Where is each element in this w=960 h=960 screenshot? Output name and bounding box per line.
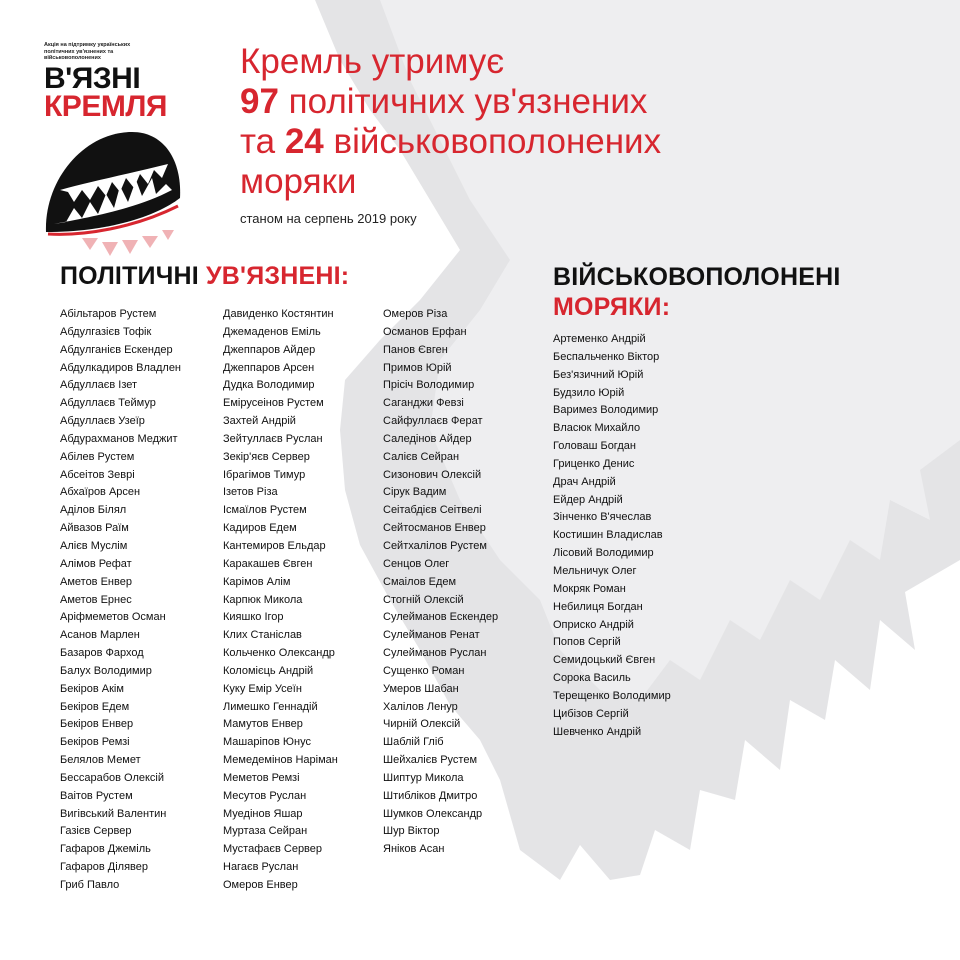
prisoner-name: Коломієць Андрій: [223, 664, 314, 677]
prisoner-name: Шиптур Микола: [383, 771, 464, 784]
prisoner-name: Вигівський Валентин: [60, 807, 167, 820]
prisoner-name: Штибліков Дмитро: [383, 789, 478, 802]
prisoner-name: Ісмаїлов Рустем: [223, 504, 307, 517]
prisoner-name: Мемедемінов Наріман: [223, 754, 338, 767]
prisoner-name: Аметов Енвер: [60, 575, 132, 588]
prisoner-name: Айвазов Раїм: [60, 522, 129, 535]
sailors-heading-black: ВІЙСЬКОВОПОЛОНЕНІ: [553, 263, 841, 291]
prisoner-name: Меметов Ремзі: [223, 771, 300, 784]
prisoner-name: Нагаєв Руслан: [223, 861, 299, 874]
prisoner-name: Османов Ерфан: [383, 325, 467, 338]
prisoner-name: Панов Євген: [383, 343, 448, 356]
prisoner-name: Артеменко Андрій: [553, 333, 646, 345]
prisoner-name: Кадиров Едем: [223, 522, 297, 535]
prisoner-name: Гафаров Ділявер: [60, 861, 148, 874]
prisoner-name: Драч Андрій: [553, 475, 616, 488]
prisoner-name: Шейхалієв Рустем: [383, 754, 478, 767]
prisoner-name: Без'язичний Юрій: [553, 368, 644, 381]
prisoner-name: Власюк Михайло: [553, 422, 641, 435]
prisoner-name: Сущенко Роман: [383, 664, 465, 677]
prisoner-name: Сайфуллаєв Ферат: [383, 415, 483, 428]
prisoner-name: Сулейманов Ренат: [383, 629, 480, 642]
prisoner-name: Газієв Сервер: [60, 825, 132, 838]
prisoner-name: Кольченко Олександр: [223, 647, 335, 660]
political-list-column-3: [383, 306, 498, 859]
prisoner-name: Абдурахманов Меджит: [60, 432, 178, 445]
logo-title-line2: КРЕМЛЯ: [44, 89, 167, 123]
prisoner-name: Карімов Алім: [223, 575, 291, 588]
prisoner-name: Шумков Олександр: [383, 807, 483, 820]
prisoner-name: Зейтуллаєв Руслан: [223, 432, 323, 445]
prisoner-name: Абсеітов Зеврі: [60, 468, 135, 481]
political-heading-red: УВ'ЯЗНЕНІ:: [206, 262, 350, 290]
prisoner-name: Саледінов Айдер: [383, 432, 472, 445]
prisoner-name: Сеітабдієв Сеітвелі: [383, 504, 482, 517]
prisoner-name: Аріфмеметов Осман: [60, 611, 166, 624]
prisoner-name: Асанов Марлен: [60, 629, 140, 642]
prisoner-name: Абдуллаєв Узеїр: [60, 415, 145, 428]
campaign-logo: [44, 42, 194, 121]
prisoner-name: Терещенко Володимир: [553, 689, 671, 702]
prisoner-name: Бекіров Ремзі: [60, 736, 130, 749]
prisoner-name: Бекіров Акім: [60, 682, 124, 695]
headline-line2-text: політичних ув'язнених: [288, 82, 648, 121]
headline-line3: [240, 122, 661, 162]
prisoner-name: Саганджи Февзі: [383, 397, 464, 410]
prisoner-name: Сірук Вадим: [383, 486, 447, 499]
headline-line2: [240, 82, 661, 122]
prisoner-name: Беспальченко Віктор: [553, 350, 660, 363]
prisoner-name: Мустафаєв Сервер: [223, 843, 323, 856]
skullcap-teeth-icon: [44, 120, 184, 270]
headline-line4: моряки: [240, 162, 357, 201]
prisoner-name: Кияшко Ігор: [223, 611, 284, 624]
prisoner-name: Давиденко Костянтин: [223, 308, 334, 320]
prisoner-name: Халілов Ленур: [383, 700, 458, 713]
count-political: 97: [240, 82, 279, 121]
political-prisoners-heading: [60, 261, 349, 291]
prisoner-name: Бессарабов Олексій: [60, 771, 165, 784]
prisoner-name: Сизонович Олексій: [383, 468, 482, 481]
prisoner-name: Ейдер Андрій: [553, 493, 623, 506]
logo-title-line1: В'ЯЗНІ: [44, 61, 141, 95]
prisoner-name: Зекір'яєв Сервер: [223, 450, 310, 463]
prisoner-name: Сорока Василь: [553, 672, 631, 685]
prisoner-name: Алієв Муслім: [60, 539, 128, 552]
prisoner-name: Сулейманов Руслан: [383, 647, 487, 660]
sailors-heading: [553, 262, 840, 322]
prisoner-name: Смаілов Едем: [383, 575, 457, 588]
prisoner-name: Примов Юрій: [383, 361, 452, 374]
sailors-heading-red: МОРЯКИ:: [553, 293, 671, 321]
prisoner-name: Варимез Володимир: [553, 404, 659, 417]
prisoner-name: Мокряк Роман: [553, 582, 626, 595]
prisoner-name: Ваітов Рустем: [60, 789, 133, 802]
headline-line3-prefix: та: [240, 122, 276, 161]
prisoner-name: Костишин Владислав: [553, 529, 663, 542]
prisoner-name: Будзило Юрій: [553, 386, 625, 399]
prisoner-name: Муртаза Сейран: [223, 825, 308, 838]
prisoner-name: Захтей Андрій: [223, 415, 296, 428]
prisoner-name: Сулейманов Ескендер: [383, 611, 499, 624]
prisoner-name: Абхаїров Арсен: [60, 486, 141, 499]
prisoner-name: Аметов Ернес: [60, 593, 132, 606]
prisoner-name: Абдуллаєв Ізет: [60, 379, 138, 392]
prisoner-name: Шур Віктор: [383, 825, 440, 838]
prisoner-name: Машаріпов Юнус: [223, 736, 311, 749]
date-note: станом на серпень 2019 року: [240, 211, 417, 226]
logo-tagline: Акція на підтримку українських політичних ув'язнених та військовополонених: [44, 42, 131, 61]
political-heading-black: ПОЛІТИЧНІ: [60, 262, 199, 290]
prisoner-name: Бекіров Енвер: [60, 718, 134, 731]
prisoner-name: Шевченко Андрій: [553, 725, 642, 738]
prisoner-name: Абдуллаєв Теймур: [60, 397, 156, 410]
prisoner-name: Мельничук Олег: [553, 564, 637, 577]
political-list-column-1: [60, 306, 181, 895]
prisoner-name: Абдулганієв Ескендер: [60, 343, 173, 356]
prisoner-name: Сейтхалілов Рустем: [383, 539, 487, 552]
prisoner-name: Омеров Різа: [383, 308, 448, 320]
prisoner-name: Гриценко Денис: [553, 457, 635, 470]
prisoner-name: Балух Володимир: [60, 664, 152, 677]
headline: [240, 42, 661, 202]
prisoner-name: Ібрагімов Тимур: [223, 468, 306, 481]
prisoner-name: Умеров Шабан: [383, 682, 459, 695]
prisoner-name: Цибізов Сергій: [553, 707, 629, 720]
prisoner-name: Сенцов Олег: [383, 557, 450, 570]
prisoner-name: Гафаров Джеміль: [60, 843, 151, 856]
prisoner-name: Джеппаров Айдер: [223, 343, 316, 356]
prisoner-name: Семидоцький Євген: [553, 654, 656, 667]
prisoner-name: Дудка Володимир: [223, 379, 315, 392]
prisoner-name: Мамутов Енвер: [223, 718, 303, 731]
prisoner-name: Муедінов Яшар: [223, 807, 303, 820]
prisoner-name: Джеппаров Арсен: [223, 361, 315, 374]
prisoner-name: Попов Сергій: [553, 636, 621, 649]
prisoner-name: Небилиця Богдан: [553, 600, 643, 613]
prisoner-name: Кантемиров Ельдар: [223, 539, 326, 552]
prisoner-name: Яніков Асан: [383, 843, 445, 856]
prisoner-name: Омеров Енвер: [223, 879, 298, 891]
prisoner-name: Лісовий Володимир: [553, 547, 654, 560]
prisoner-name: Аділов Білял: [60, 504, 127, 517]
prisoner-name: Сейтосманов Енвер: [383, 522, 486, 535]
prisoner-name: Месутов Руслан: [223, 789, 307, 802]
count-sailors: 24: [284, 122, 324, 161]
prisoner-name: Шаблій Гліб: [383, 736, 444, 749]
prisoner-name: Абілев Рустем: [60, 450, 135, 463]
prisoner-name: Базаров Фарход: [60, 647, 144, 660]
headline-line1: Кремль утримує: [240, 42, 505, 81]
political-list-column-2: [223, 306, 338, 895]
prisoner-name: Салієв Сейран: [383, 450, 460, 463]
prisoner-name: Оприско Андрій: [553, 618, 634, 631]
prisoner-name: Каракашев Євген: [223, 557, 313, 570]
prisoner-name: Абільтаров Рустем: [60, 308, 157, 320]
headline-line3-text: військовополонених: [333, 122, 662, 161]
prisoner-name: Клих Станіслав: [223, 629, 302, 642]
prisoner-name: Лимешко Геннадій: [223, 700, 318, 713]
prisoner-name: Гриб Павло: [60, 879, 120, 891]
prisoner-name: Белялов Мемет: [60, 754, 141, 767]
prisoner-name: Чирній Олексій: [383, 718, 461, 731]
prisoner-name: Прісіч Володимир: [383, 379, 475, 392]
prisoner-name: Абдулгазієв Тофік: [60, 325, 152, 338]
prisoner-name: Абдулкадиров Владлен: [60, 361, 182, 374]
prisoner-name: Джемаденов Еміль: [223, 325, 321, 338]
prisoner-name: Зінченко В'ячеслав: [553, 511, 652, 524]
prisoner-name: Алімов Рефат: [60, 557, 132, 570]
prisoner-name: Емірусеінов Рустем: [223, 397, 324, 410]
prisoner-name: Головаш Богдан: [553, 440, 636, 453]
prisoner-name: Ізетов Різа: [223, 486, 278, 499]
sailors-list: [553, 331, 671, 741]
prisoner-name: Куку Емір Усеїн: [223, 682, 302, 695]
prisoner-name: Стогній Олексій: [383, 593, 464, 606]
prisoner-name: Карпюк Микола: [223, 593, 303, 606]
prisoner-name: Бекіров Едем: [60, 700, 130, 713]
